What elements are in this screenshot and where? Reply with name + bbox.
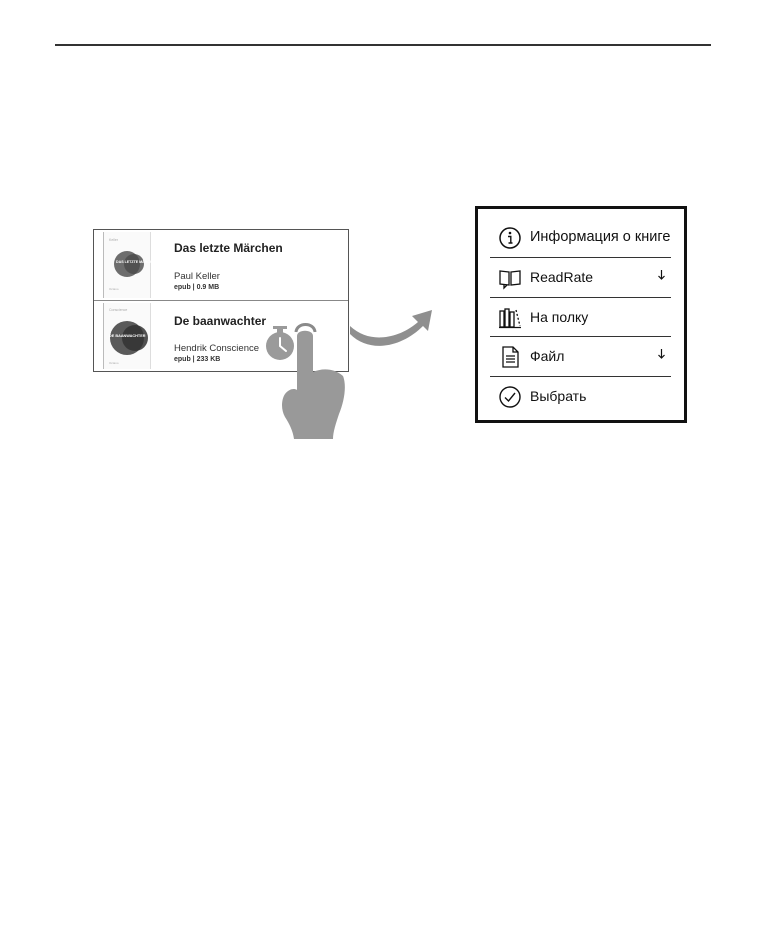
curved-arrow-icon <box>350 310 432 346</box>
svg-text:Octavo: Octavo <box>109 287 119 291</box>
menu-item-file[interactable] <box>490 337 670 376</box>
chevron-down-icon[interactable] <box>657 348 666 360</box>
book-author: Hendrik Conscience <box>174 343 260 354</box>
menu-item-label: ReadRate <box>530 269 594 285</box>
info-icon <box>498 226 522 250</box>
book-title: De baanwachter <box>174 314 267 328</box>
book-title: Das letzte Märchen <box>174 241 283 255</box>
svg-text:Keller: Keller <box>109 238 118 242</box>
menu-item-label: Информация о книге <box>530 229 671 245</box>
menu-item-label: Выбрать <box>530 388 587 404</box>
menu-item-label: На полку <box>530 309 589 325</box>
menu-item-readrate[interactable] <box>490 258 670 297</box>
cover-title: DE BAANWACHTER <box>109 334 146 338</box>
cover-title: DAS LETZTE MÄRCHEN <box>116 260 158 264</box>
file-icon <box>498 345 522 369</box>
svg-text:Octavo: Octavo <box>109 361 119 365</box>
menu-item-book-info[interactable] <box>490 218 670 257</box>
book-meta: epub | 0.9 MB <box>174 284 220 291</box>
menu-item-shelf[interactable] <box>490 298 670 337</box>
context-menu <box>475 206 687 423</box>
checkmark-circle-icon <box>498 385 522 409</box>
bookshelf-icon <box>498 306 522 330</box>
open-book-icon <box>498 266 522 290</box>
chevron-down-icon[interactable] <box>657 269 666 281</box>
book-meta: epub | 233 KB <box>174 356 221 363</box>
menu-item-select[interactable] <box>490 377 670 416</box>
svg-text:Conscience: Conscience <box>109 308 128 312</box>
menu-item-label: Файл <box>530 348 565 364</box>
stopwatch-icon <box>266 326 294 360</box>
book-author: Paul Keller <box>174 271 220 282</box>
